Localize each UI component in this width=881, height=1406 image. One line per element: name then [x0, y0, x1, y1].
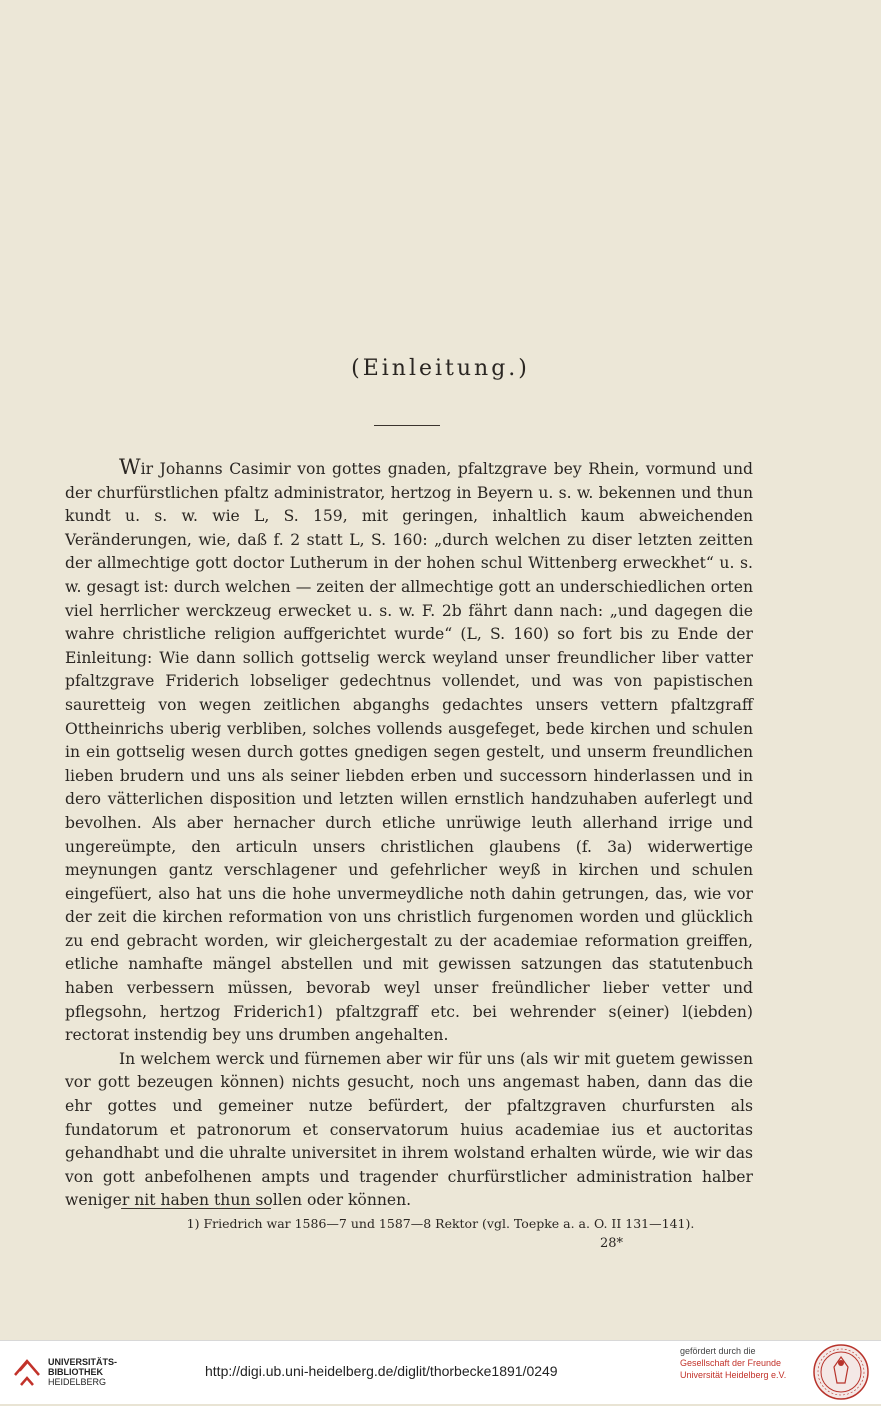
body-text	[65, 456, 753, 1213]
sponsor-name-line2[interactable]: Universität Heidelberg e.V.	[680, 1370, 787, 1380]
paragraph-2: In welchem werck und fürnemen aber wir für uns (als wir mit guetem gewissen vor gott bezeugen können) nichts gesucht, noch uns angemast haben, dann das die ehr gottes und gemeiner nutze befürdert, der pfaltzgraven churfursten als fundatorum et patronorum et conservatorum huius academiae ius et auctoritas gehandhabt und die uhralte universitet in ihrem wolstand erhalten würde, wie wir das von gott anbefolhenen ampts und tragender churfürstlicher administration halber weniger nit haben thun sollen oder können.	[65, 1049, 753, 1210]
page-title: (Einleitung.)	[351, 356, 530, 381]
sponsor-intro: gefördert durch die	[680, 1346, 756, 1356]
sponsor-block	[680, 1345, 790, 1381]
signature-mark: 28*	[600, 1236, 624, 1251]
viewer-footer	[0, 1340, 881, 1404]
permalink-url[interactable]: http://digi.ub.uni-heidelberg.de/diglit/thorbecke1891/0249	[205, 1363, 558, 1379]
paragraph-1	[65, 456, 753, 1048]
library-logo-icon	[12, 1351, 42, 1396]
university-seal-icon	[812, 1343, 870, 1406]
paragraph-1-text: ir Johanns Casimir von gottes gnaden, pfaltzgrave bey Rhein, vormund und der churfürstlichen pfaltz administrator, hertzog in Beyern u. s. w. bekennen und thun kundt u. s. w. wie L, S. 159, mit geringen, inhaltlich kaum abweichenden Veränderungen, wie, daß f. 2 statt L, S. 160: „durch welchen zu diser letzten zeitten der allmechtige gott doctor Lutherum in der hohen schul Wittenberg erweckhet“ u. s. w. gesagt ist: durch welchen — zeiten der allmechtige gott an underschiedlichen orten viel herrlicher werckzeug erwecket u. s. w. F. 2b fährt dann nach: „und dagegen die wahre christliche religion auffgerichtet wurde“ (L, S. 160) so fort bis zu Ende der Einleitung: Wie dann sollich gottselig werck weyland unser freundlicher liber vatter pfaltzgrave Friderich lobseliger gedechtnus vollendet, und was von papistischen sauretteig von wegen zeitlichen abganghs gedachtes unsers vettern pfaltzgraff Ottheinrichs uberig verbliben, solches vollends ausgefeget, bede kirchen und schulen in ein gottselig wesen durch gottes gnedigen segen gestelt, und unserm freundlichen lieben brudern und uns als seiner liebden erben und successorn hinderlassen und in dero vätterlichen disposition und letzten willen ernstlich handzuhaben auferlegt und bevolhen. Als aber hernacher durch etliche unrüwige leuth allerhand irrige und ungereümpte, den articuln unsers christlichen glaubens (f. 3a) widerwertige meynungen gantz verschlagener und gefehrlicher weyß in kirchen und schulen eingefüert, also hat uns die hohe unvermeydliche noth dahin getrungen, das, wie vor der zeit die kirchen reformation von uns christlich furgenomen worden und glücklich zu end gebracht worden, wir gleichergestalt zu der academiae reformation greiffen, etliche namhafte mängel abstellen und mit gewissen satzungen das statutenbuch haben verbessern müssen, bevorab weyl unser freündlicher lieber vetter und pflegsohn, hertzog Friderich1) pfaltzgraff etc. bei wehrender s(einer) l(iebden) rectorat instendig bey uns drumben angehalten.	[65, 460, 753, 1045]
library-name: UNIVERSITÄTS- BIBLIOTHEK HEIDELBERG	[48, 1357, 118, 1387]
drop-capital: W	[119, 455, 141, 479]
sponsor-name-line1[interactable]: Gesellschaft der Freunde	[680, 1358, 782, 1368]
title-divider	[374, 425, 440, 426]
footnote-divider	[121, 1208, 271, 1209]
footnote: 1) Friedrich war 1586—7 und 1587—8 Rektor (vgl. Toepke a. a. O. II 131—141).	[186, 1216, 695, 1231]
